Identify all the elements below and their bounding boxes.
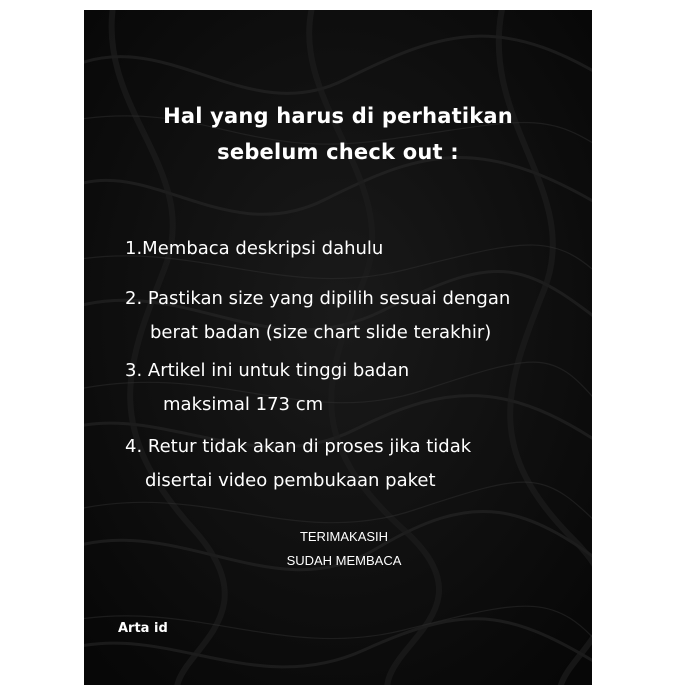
list-item-1-text: 1.Membaca deskripsi dahulu bbox=[125, 238, 384, 259]
brand-label: Arta id bbox=[118, 621, 168, 636]
list-item-2-line-2: berat badan (size chart slide terakhir) bbox=[150, 322, 492, 343]
list-item-2 bbox=[125, 282, 510, 350]
heading-line-2: sebelum check out : bbox=[217, 140, 459, 164]
list-item-4 bbox=[125, 430, 471, 498]
list-item-1 bbox=[125, 232, 383, 266]
closing-message bbox=[84, 525, 592, 573]
list-item-4-line-2: disertai video pembukaan paket bbox=[145, 470, 436, 491]
list-item-3 bbox=[125, 354, 409, 422]
list-item-3-line-2: maksimal 173 cm bbox=[163, 394, 324, 415]
closing-line-2: SUDAH MEMBACA bbox=[286, 553, 402, 568]
heading-line-1: Hal yang harus di perhatikan bbox=[163, 104, 513, 128]
page-heading bbox=[84, 98, 592, 170]
list-item-3-line-1: 3. Artikel ini untuk tinggi badan bbox=[125, 360, 410, 381]
list-item-2-line-1: 2. Pastikan size yang dipilih sesuai dengan bbox=[125, 288, 511, 309]
closing-line-1: TERIMAKASIH bbox=[299, 529, 389, 544]
list-item-4-line-1: 4. Retur tidak akan di proses jika tidak bbox=[125, 436, 472, 457]
info-card bbox=[84, 10, 592, 685]
